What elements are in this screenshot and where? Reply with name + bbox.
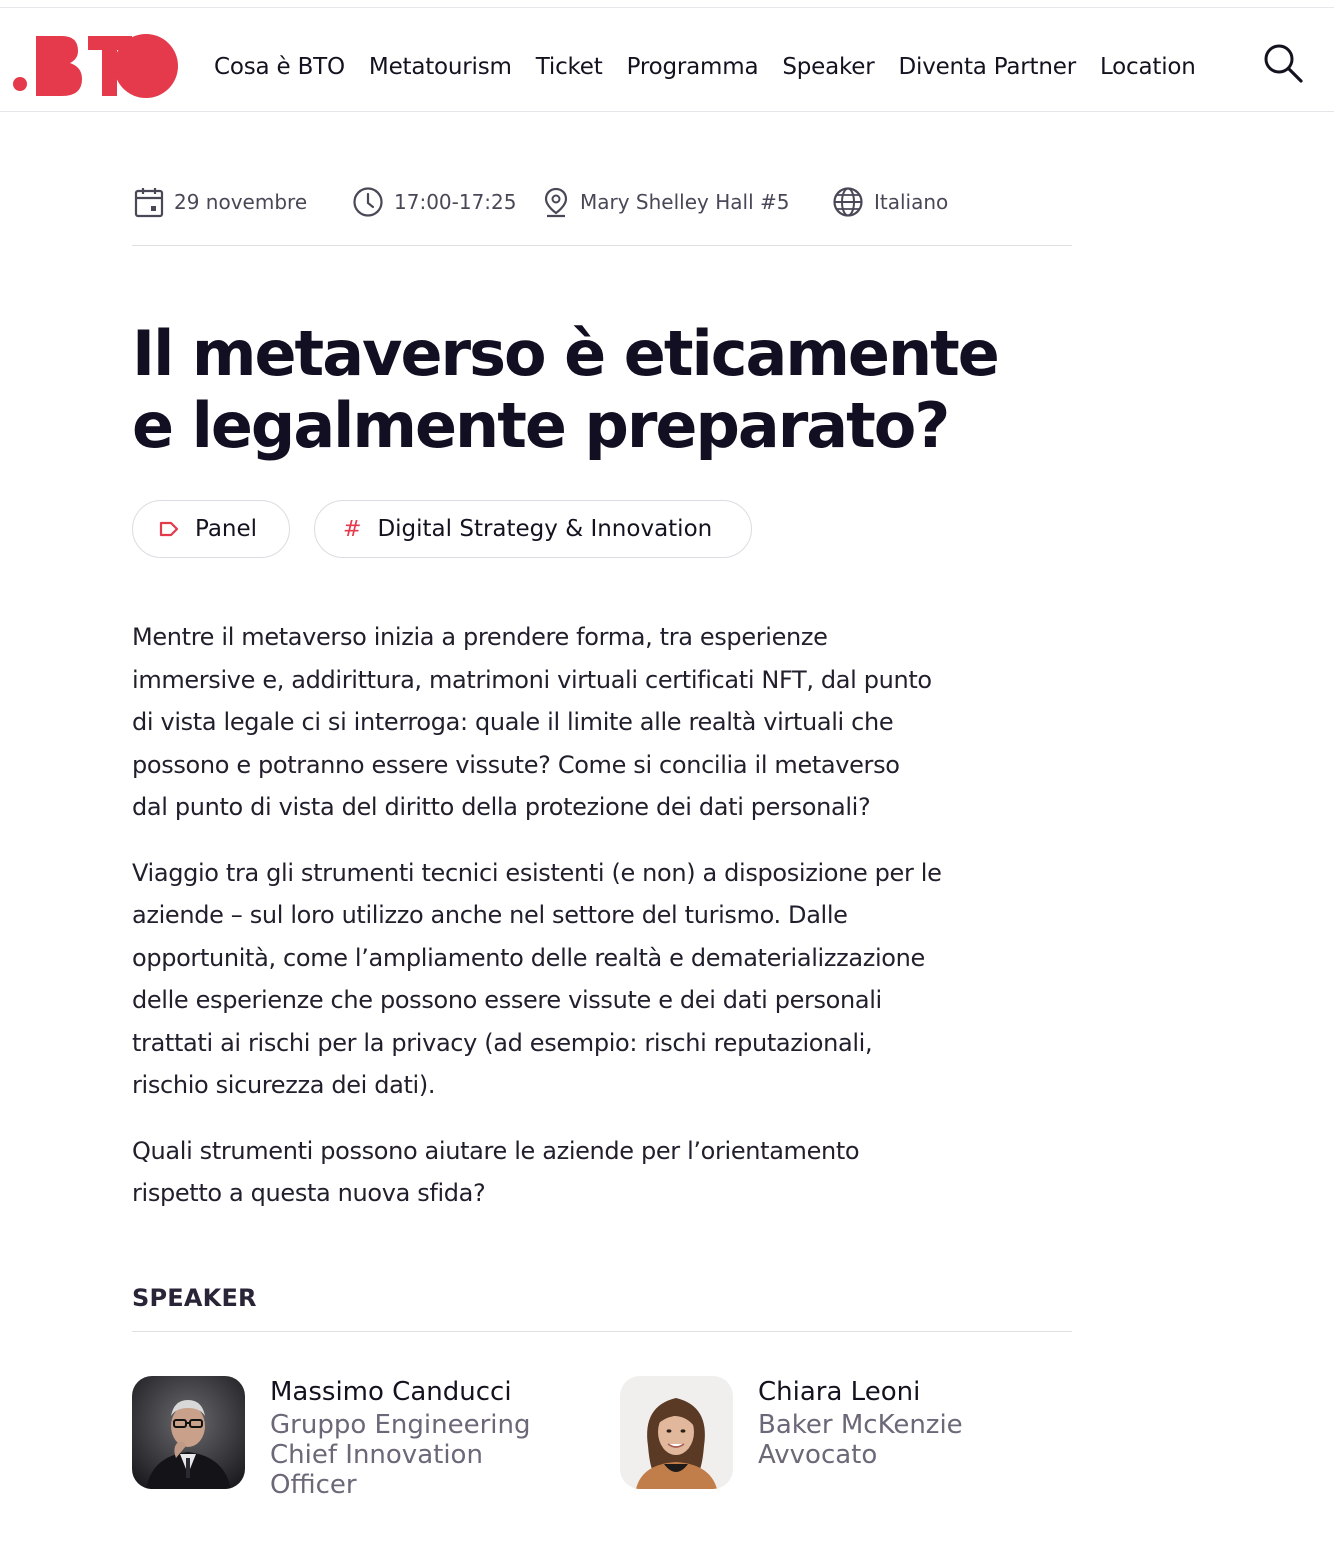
event-title-line-2: e legalmente preparato? — [132, 389, 949, 462]
event-meta — [132, 180, 1072, 246]
meta-date — [134, 185, 307, 219]
calendar-icon — [134, 186, 164, 218]
event-description — [132, 616, 1082, 1238]
nav-item-location[interactable]: Location — [1099, 54, 1196, 80]
tag-digital-strategy[interactable] — [314, 500, 752, 558]
tag-panel[interactable] — [132, 500, 290, 558]
paragraph-1-line: immersive e, addirittura, matrimoni virtuali certificati NFT, dal punto — [132, 665, 932, 694]
top-border — [0, 0, 1334, 8]
speaker-role-line: Chief Innovation — [270, 1440, 483, 1470]
speaker-card-massimo-canducci[interactable] — [132, 1376, 531, 1500]
paragraph-1-line: possono e potranno essere vissute? Come si concilia il metaverso — [132, 750, 900, 779]
speaker-card-chiara-leoni[interactable] — [620, 1376, 963, 1489]
speaker-role-line: Avvocato — [758, 1440, 878, 1470]
avatar[interactable] — [132, 1376, 245, 1489]
speaker-role — [758, 1410, 963, 1470]
paragraph-3-line: rispetto a questa nuova sfida? — [132, 1179, 486, 1207]
paragraph-2-line: delle esperienze che possono essere vissute e dei dati personali — [132, 986, 882, 1014]
paragraph-3-line: Quali strumenti possono aiutare le aziende per l’orientamento — [132, 1136, 860, 1165]
main-nav — [214, 42, 1220, 92]
speaker-role-line: Gruppo Engineering — [270, 1410, 531, 1440]
tag-panel-label: Panel — [195, 516, 258, 542]
tag-digital-strategy-label: Digital Strategy & Innovation — [377, 516, 713, 542]
nav-item-diventa-partner[interactable]: Diventa Partner — [898, 54, 1076, 80]
speaker-photo-female — [620, 1376, 733, 1489]
meta-location-text: Mary Shelley Hall #5 — [580, 190, 790, 214]
bto-logo[interactable] — [12, 28, 184, 98]
paragraph-2-line: aziende – sul loro utilizzo anche nel settore del turismo. Dalle — [132, 901, 848, 929]
speaker-heading: SPEAKER — [132, 1284, 257, 1312]
paragraph-1-line: Mentre il metaverso inizia a prendere forma, tra esperienze — [132, 623, 828, 651]
event-title — [132, 318, 1092, 462]
paragraph-2-line: trattati ai rischi per la privacy (ad esempio: rischi reputazionali, — [132, 1028, 873, 1057]
description-paragraph-3 — [132, 1130, 1082, 1215]
speaker-name[interactable]: Chiara Leoni — [758, 1377, 921, 1407]
avatar[interactable] — [620, 1376, 733, 1489]
speaker-role-line: Officer — [270, 1470, 357, 1500]
label-icon — [159, 520, 179, 538]
location-pin-icon — [542, 186, 570, 218]
speaker-info — [270, 1376, 531, 1500]
speaker-role — [270, 1410, 531, 1500]
paragraph-2-line: opportunità, come l’ampliamento delle realtà e dematerializzazione — [132, 943, 925, 972]
description-paragraph-1 — [132, 616, 1082, 829]
meta-time-text: 17:00-17:25 — [394, 190, 517, 214]
event-title-line-1: Il metaverso è eticamente — [132, 317, 998, 390]
speaker-name[interactable]: Massimo Canducci — [270, 1377, 512, 1407]
paragraph-2-line: rischio sicurezza dei dati). — [132, 1071, 436, 1099]
description-paragraph-2 — [132, 852, 1082, 1107]
paragraph-1-line: dal punto di vista del diritto della protezione dei dati personali? — [132, 793, 871, 821]
speaker-photo-male — [132, 1376, 245, 1489]
meta-language — [832, 185, 948, 219]
site-header — [0, 8, 1334, 112]
speaker-role-line: Baker McKenzie — [758, 1410, 963, 1440]
paragraph-1-line: di vista legale ci si interroga: quale il limite alle realtà virtuali che — [132, 708, 894, 736]
meta-time — [352, 185, 517, 219]
speaker-section-header — [132, 1284, 1072, 1332]
meta-location — [542, 185, 789, 219]
nav-item-programma[interactable]: Programma — [626, 54, 759, 80]
meta-language-text: Italiano — [874, 190, 949, 214]
meta-date-text: 29 novembre — [174, 190, 308, 214]
nav-item-metatourism[interactable]: Metatourism — [368, 54, 512, 80]
clock-icon — [352, 186, 384, 218]
speaker-info — [758, 1376, 963, 1489]
nav-item-ticket[interactable]: Ticket — [535, 54, 603, 80]
search-icon[interactable] — [1262, 42, 1304, 84]
globe-icon — [832, 186, 864, 218]
nav-item-cosa-e-bto[interactable]: Cosa è BTO — [214, 54, 345, 80]
hashtag-icon: # — [343, 516, 362, 542]
nav-item-speaker[interactable]: Speaker — [782, 54, 875, 80]
paragraph-2-line: Viaggio tra gli strumenti tecnici esistenti (e non) a disposizione per le — [132, 858, 942, 887]
